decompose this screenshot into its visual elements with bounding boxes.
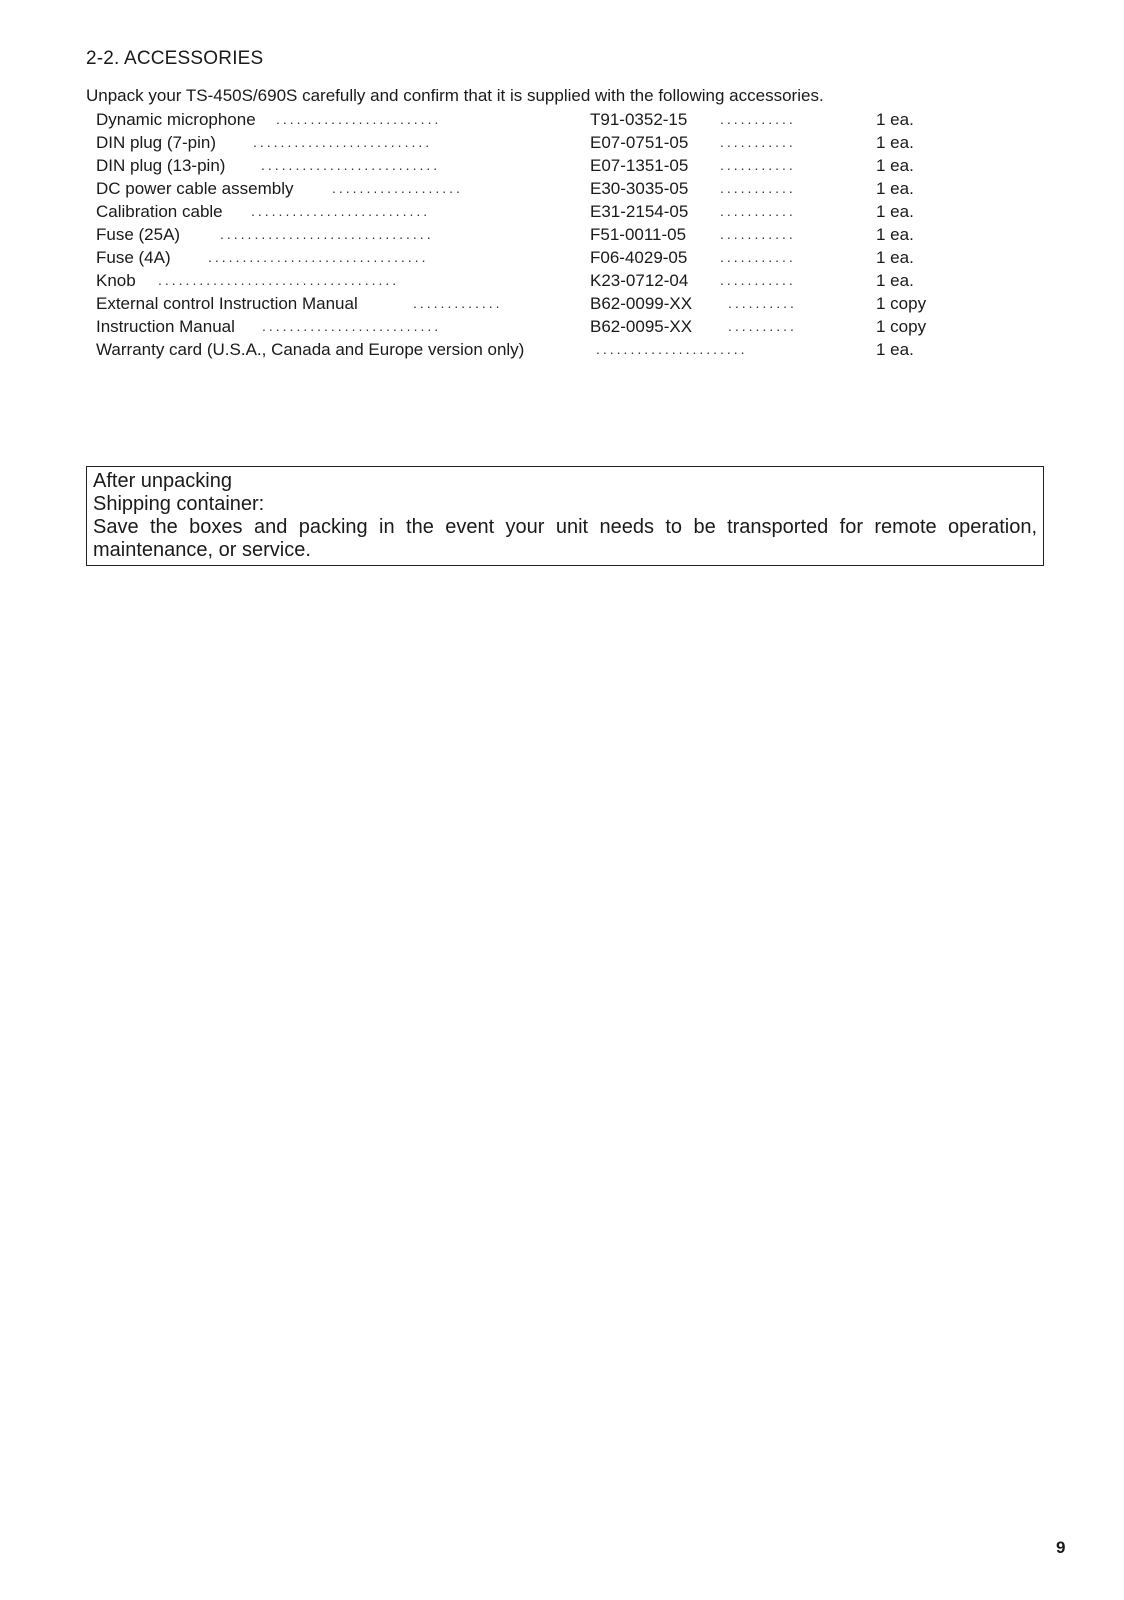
accessory-name: External control Instruction Manual <box>96 294 358 313</box>
leader-dots: .......... <box>728 295 797 311</box>
leader-dots: ........... <box>720 157 796 173</box>
accessory-name: Knob <box>96 271 136 290</box>
list-item <box>96 269 946 292</box>
leader-dots: .......................... <box>253 134 433 150</box>
leader-dots: ........... <box>720 111 796 127</box>
quantity: 1 copy <box>876 317 927 336</box>
leader-dots: .......................... <box>262 318 442 334</box>
part-number: T91-0352-15 <box>590 110 688 129</box>
leader-dots: ............. <box>413 295 503 311</box>
leader-dots: ...................... <box>596 341 748 357</box>
leader-dots: .......................... <box>251 203 431 219</box>
leader-dots: .......................... <box>261 157 441 173</box>
list-item <box>96 315 946 338</box>
quantity: 1 ea. <box>876 156 914 175</box>
part-number: E30-3035-05 <box>590 179 689 198</box>
accessory-name: Warranty card (U.S.A., Canada and Europe version only) <box>96 340 525 359</box>
accessory-name: Dynamic microphone <box>96 110 256 129</box>
list-item <box>96 246 946 269</box>
list-item <box>96 223 946 246</box>
list-item <box>96 131 946 154</box>
accessory-name: DIN plug (7-pin) <box>96 133 216 152</box>
quantity: 1 copy <box>876 294 927 313</box>
quantity: 1 ea. <box>876 340 914 359</box>
quantity: 1 ea. <box>876 248 914 267</box>
part-number: F06-4029-05 <box>590 248 688 267</box>
intro-text: Unpack your TS-450S/690S carefully and confirm that it is supplied with the following accessories. <box>86 86 824 105</box>
leader-dots: ................................ <box>208 249 429 265</box>
part-number: B62-0095-XX <box>590 317 693 336</box>
leader-dots: ............................... <box>220 226 434 242</box>
part-number: F51-0011-05 <box>590 225 687 244</box>
leader-dots: ........................ <box>276 111 442 127</box>
accessories-list <box>96 108 946 361</box>
part-number: E07-0751-05 <box>590 133 689 152</box>
leader-dots: ................................... <box>158 272 400 288</box>
part-number: B62-0099-XX <box>590 294 693 313</box>
quantity: 1 ea. <box>876 225 914 244</box>
page-number: 9 <box>1056 1538 1066 1557</box>
leader-dots: ........... <box>720 249 796 265</box>
list-item <box>96 338 946 361</box>
quantity: 1 ea. <box>876 133 914 152</box>
leader-dots: ........... <box>720 180 796 196</box>
accessory-name: Fuse (4A) <box>96 248 171 267</box>
note-body: Save the boxes and packing in the event your unit needs to be transported for remote operation, maintenance, or service. <box>93 516 1037 561</box>
section-title: 2-2. ACCESSORIES <box>86 48 264 69</box>
accessory-name: Fuse (25A) <box>96 225 181 244</box>
note-heading: After unpacking <box>93 470 232 492</box>
list-item <box>96 292 946 315</box>
leader-dots: ........... <box>720 226 796 242</box>
leader-dots: ........... <box>720 203 796 219</box>
leader-dots: ................... <box>332 180 463 196</box>
part-number: E07-1351-05 <box>590 156 689 175</box>
quantity: 1 ea. <box>876 202 914 221</box>
accessory-name: Instruction Manual <box>96 317 235 336</box>
leader-dots: ........... <box>720 134 796 150</box>
quantity: 1 ea. <box>876 271 914 290</box>
accessory-name: DC power cable assembly <box>96 179 294 198</box>
list-item <box>96 200 946 223</box>
quantity: 1 ea. <box>876 179 914 198</box>
note-subheading: Shipping container: <box>93 493 265 515</box>
list-item <box>96 154 946 177</box>
list-item <box>96 177 946 200</box>
list-item <box>96 108 946 131</box>
after-unpacking-note <box>86 466 1044 566</box>
accessory-name: Calibration cable <box>96 202 223 221</box>
part-number: K23-0712-04 <box>590 271 689 290</box>
quantity: 1 ea. <box>876 110 914 129</box>
part-number: E31-2154-05 <box>590 202 689 221</box>
accessory-name: DIN plug (13-pin) <box>96 156 226 175</box>
leader-dots: .......... <box>728 318 797 334</box>
leader-dots: ........... <box>720 272 796 288</box>
